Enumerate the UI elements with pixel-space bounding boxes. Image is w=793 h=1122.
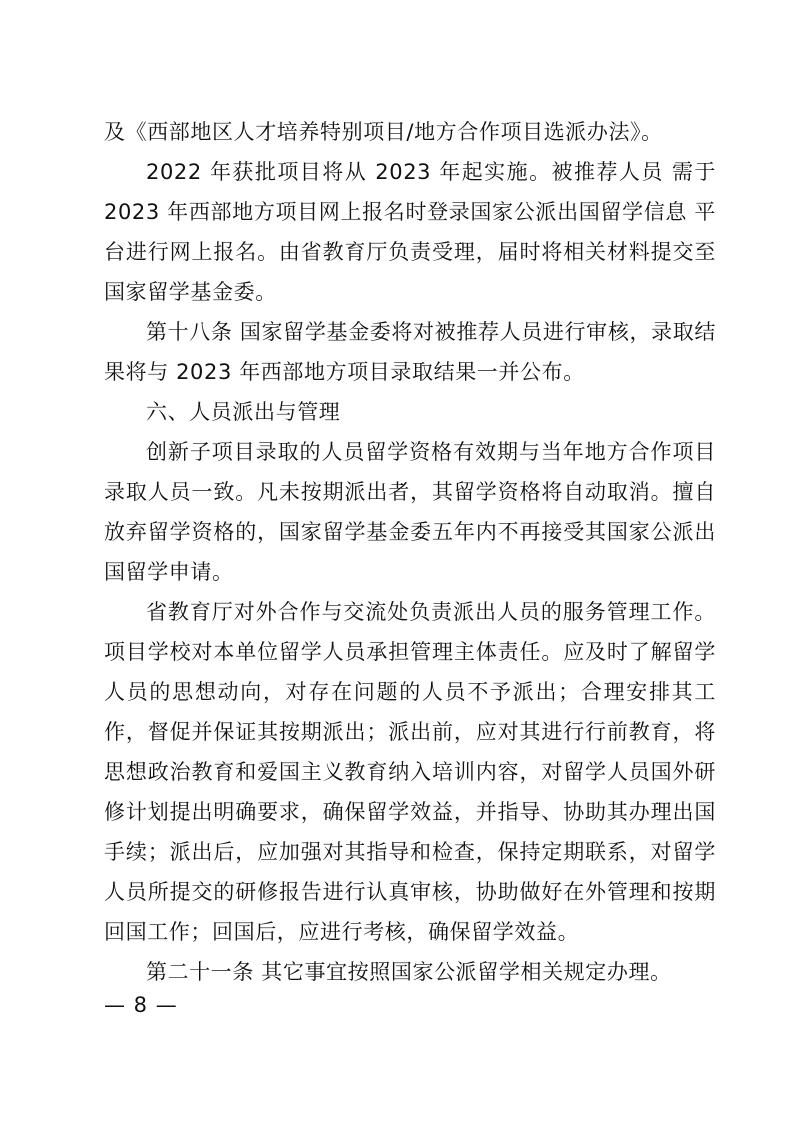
paragraph-1: 及《西部地区人才培养特别项目/地方合作项目选派办法》。 [104, 120, 663, 144]
paragraph-7: 第二十一条 其它事宜按照国家公派留学相关规定办理。 [146, 960, 672, 984]
paragraph-3: 第十八条 国家留学基金委将对被推荐人员进行审核，录取结 果将与 2023 年西部地方项目录取结果一并公布。 [104, 320, 716, 384]
page-number: — 8 — [104, 993, 178, 1017]
document-body [104, 112, 716, 992]
paragraph-5: 创新子项目录取的人员留学资格有效期与当年地方合作项目录取人员一致。凡未按期派出者，其留学资格将自动取消。擅自放弃留学资格的，国家留学基金委五年内不再接受其国家公派出国留学申请。 [104, 440, 716, 584]
paragraph-6: 省教育厅对外合作与交流处负责派出人员的服务管理工作。项目学校对本单位留学人员承担管理主体责任。应及时了解留学人员的思想动向，对存在问题的人员不予派出；合理安排其工作，督促并保证其按期派出；派出前，应对其进行行前教育，将思想政治教育和爱国主义教育纳入培训内容，对留学人员国外研修计划提出明确要求，确保留学效益，并指导、协助其办理出国手续；派出后，应加强对其指导和检查，保持定期联系，对留学人员所提交的研修报告进行认真审核，协助做好在外管理和按期回国工作；回国后，应进行考核，确保留学效益。 [104, 600, 716, 944]
section-heading: 六、人员派出与管理 [146, 400, 341, 424]
paragraph-2: 2022 年获批项目将从 2023 年起实施。被推荐人员 需于 2023 年西部地方项目网上报名时登录国家公派出国留学信息 平台进行网上报名。由省教育厅负责受理，届时将相关材料提交至国家留学基金委。 [104, 160, 716, 304]
